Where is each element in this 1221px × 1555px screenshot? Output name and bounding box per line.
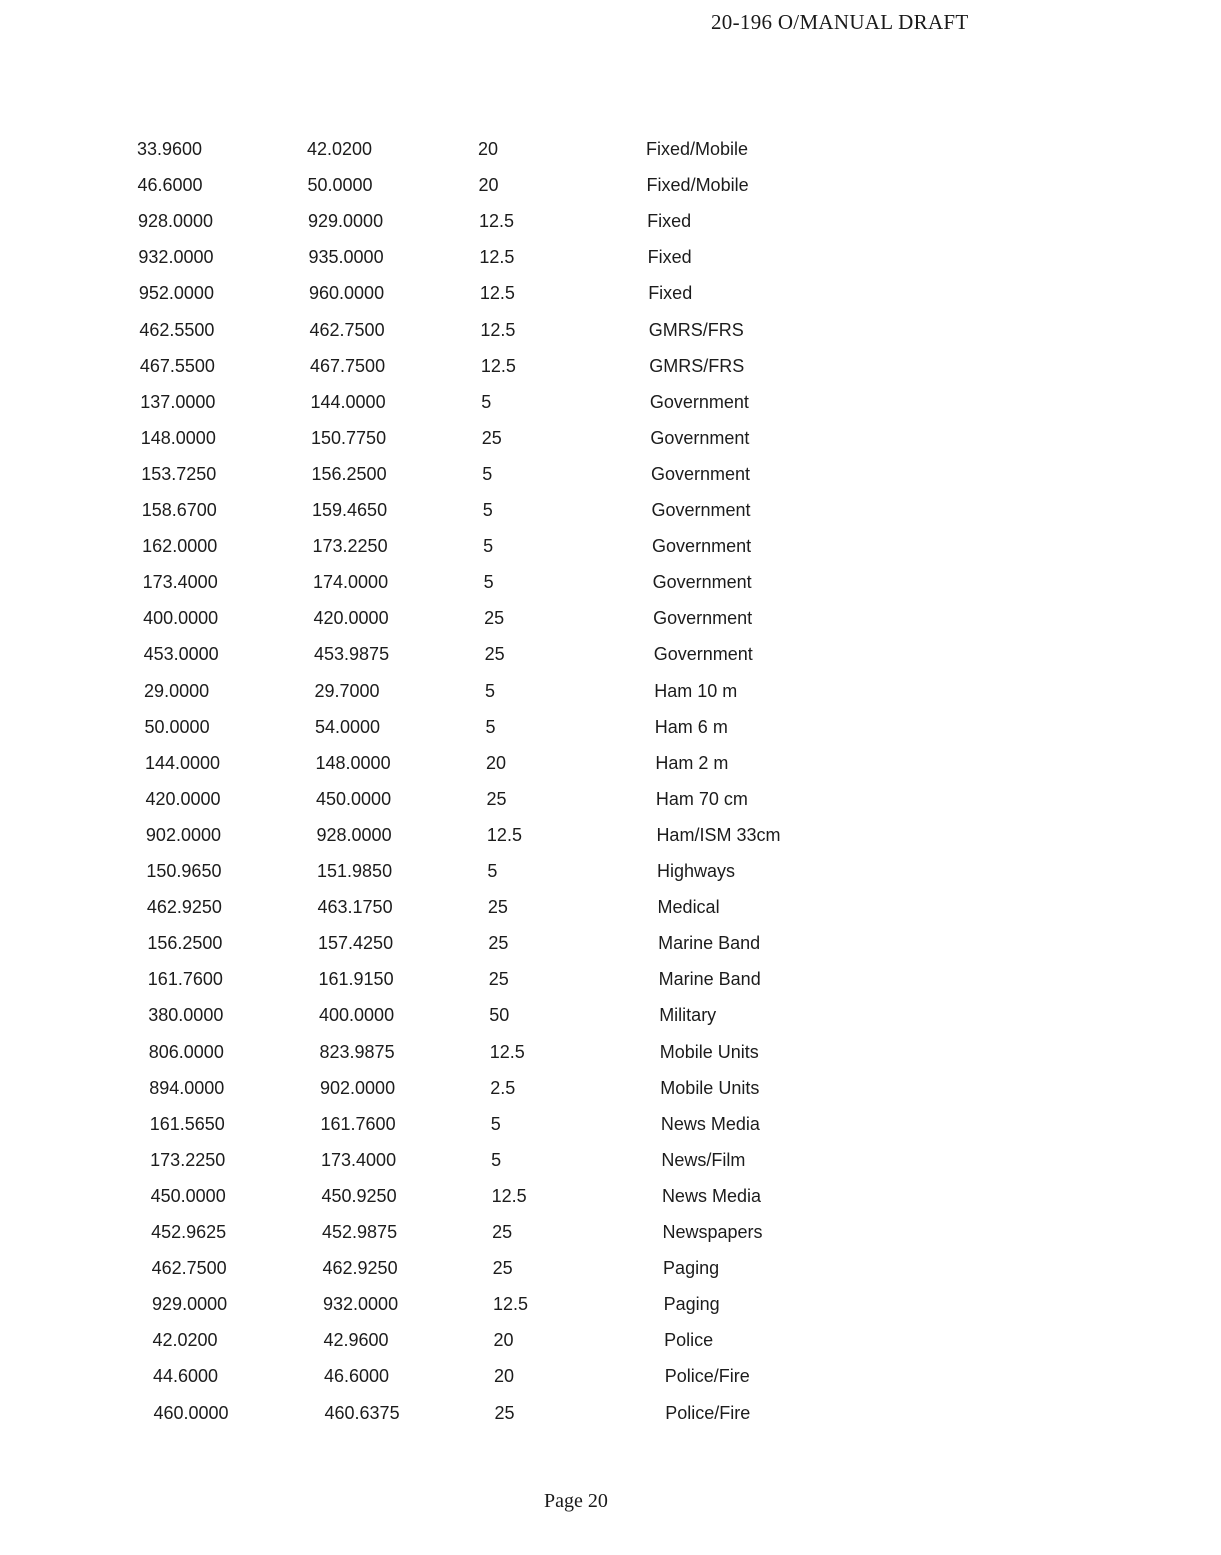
table-row	[0, 929, 1221, 957]
table-row	[0, 171, 1221, 199]
service-cell: Ham 70 cm	[655, 788, 748, 809]
end-frequency-cell: 42.0200	[307, 139, 373, 159]
service-cell: Police	[664, 1330, 714, 1351]
table-row	[0, 1001, 1221, 1029]
service-cell: News Media	[660, 1113, 760, 1134]
service-cell: GMRS/FRS	[648, 319, 744, 340]
channel-spacing-cell: 5	[483, 536, 494, 557]
table-row	[0, 1110, 1221, 1138]
end-frequency-cell: 929.0000	[308, 211, 384, 232]
channel-spacing-cell: 5	[487, 861, 498, 881]
channel-spacing-cell: 25	[484, 608, 505, 629]
start-frequency-cell: 462.9250	[146, 897, 222, 918]
end-frequency-cell: 42.9600	[323, 1330, 389, 1351]
service-cell: Ham 2 m	[655, 752, 729, 773]
channel-spacing-cell: 12.5	[479, 247, 515, 268]
end-frequency-cell: 54.0000	[315, 716, 381, 737]
table-row	[0, 243, 1221, 271]
service-cell: Fixed/Mobile	[646, 139, 749, 159]
channel-spacing-cell: 5	[483, 572, 494, 593]
service-cell: Government	[651, 500, 751, 520]
channel-spacing-cell: 12.5	[480, 319, 516, 340]
channel-spacing-cell: 25	[492, 1222, 513, 1242]
end-frequency-cell: 157.4250	[318, 933, 394, 954]
service-cell: Government	[653, 608, 753, 629]
start-frequency-cell: 929.0000	[152, 1294, 228, 1315]
end-frequency-cell: 467.7500	[310, 355, 386, 376]
end-frequency-cell: 902.0000	[320, 1077, 396, 1098]
start-frequency-cell: 156.2500	[147, 933, 223, 954]
table-row	[0, 1038, 1221, 1066]
end-frequency-cell: 161.7600	[320, 1113, 396, 1134]
table-row	[0, 388, 1221, 416]
end-frequency-cell: 462.9250	[322, 1258, 398, 1279]
table-row	[0, 640, 1221, 668]
service-cell: Paging	[663, 1294, 720, 1315]
end-frequency-cell: 400.0000	[319, 1005, 395, 1026]
service-cell: Newspapers	[662, 1222, 763, 1242]
channel-spacing-cell: 25	[492, 1258, 513, 1279]
channel-spacing-cell: 25	[488, 933, 509, 954]
page-number: Page 20	[544, 1490, 608, 1512]
start-frequency-cell: 161.5650	[149, 1113, 225, 1134]
start-frequency-cell: 153.7250	[141, 463, 217, 484]
end-frequency-cell: 173.2250	[312, 536, 388, 557]
start-frequency-cell: 29.0000	[144, 680, 210, 701]
service-cell: Mobile Units	[659, 1041, 759, 1062]
end-frequency-cell: 173.4000	[321, 1149, 397, 1170]
page-header: 20-196 O/MANUAL DRAFT	[711, 10, 969, 34]
table-row	[0, 965, 1221, 993]
channel-spacing-cell: 25	[484, 644, 505, 665]
table-row	[0, 352, 1221, 380]
channel-spacing-cell: 12.5	[493, 1294, 529, 1315]
channel-spacing-cell: 5	[485, 680, 496, 701]
channel-spacing-cell: 5	[482, 500, 493, 520]
channel-spacing-cell: 12.5	[479, 283, 515, 304]
service-cell: Government	[650, 427, 750, 448]
start-frequency-cell: 400.0000	[143, 608, 219, 629]
service-cell: News Media	[661, 1185, 761, 1206]
table-row	[0, 496, 1221, 524]
end-frequency-cell: 159.4650	[312, 500, 388, 520]
table-row	[0, 857, 1221, 885]
end-frequency-cell: 960.0000	[309, 283, 385, 304]
service-cell: Government	[653, 644, 753, 665]
start-frequency-cell: 462.5500	[139, 319, 215, 340]
service-cell: Ham 6 m	[654, 716, 728, 737]
service-cell: Marine Band	[658, 933, 761, 954]
start-frequency-cell: 420.0000	[145, 788, 221, 809]
start-frequency-cell: 952.0000	[138, 283, 214, 304]
start-frequency-cell: 453.0000	[143, 644, 219, 665]
service-cell: Paging	[663, 1258, 720, 1279]
table-row	[0, 604, 1221, 632]
start-frequency-cell: 46.6000	[137, 175, 203, 196]
table-row	[0, 1182, 1221, 1210]
channel-spacing-cell: 20	[493, 1366, 514, 1387]
table-row	[0, 1218, 1221, 1246]
end-frequency-cell: 174.0000	[313, 572, 389, 593]
start-frequency-cell: 462.7500	[151, 1258, 227, 1279]
start-frequency-cell: 932.0000	[138, 247, 214, 268]
service-cell: Marine Band	[658, 969, 761, 990]
table-row	[0, 207, 1221, 235]
channel-spacing-cell: 12.5	[480, 355, 516, 376]
end-frequency-cell: 823.9875	[319, 1041, 395, 1062]
start-frequency-cell: 144.0000	[144, 752, 221, 773]
end-frequency-cell: 453.9875	[314, 644, 390, 665]
service-cell: News/Film	[661, 1149, 746, 1170]
start-frequency-cell: 161.7600	[147, 969, 223, 990]
end-frequency-cell: 150.7750	[311, 427, 387, 448]
table-row	[0, 1254, 1221, 1282]
service-cell: Government	[652, 536, 752, 557]
table-row	[0, 568, 1221, 596]
service-cell: Ham/ISM 33cm	[656, 824, 781, 845]
service-cell: Fixed/Mobile	[646, 175, 749, 196]
service-cell: Medical	[657, 897, 720, 918]
channel-spacing-cell: 20	[493, 1330, 514, 1351]
channel-spacing-cell: 25	[486, 788, 507, 809]
channel-spacing-cell: 25	[487, 897, 508, 918]
start-frequency-cell: 42.0200	[152, 1330, 218, 1351]
channel-spacing-cell: 5	[485, 716, 496, 737]
service-cell: Fixed	[647, 211, 692, 232]
table-row	[0, 135, 1221, 163]
start-frequency-cell: 158.6700	[141, 500, 217, 520]
table-row	[0, 532, 1221, 560]
start-frequency-cell: 148.0000	[140, 427, 216, 448]
end-frequency-cell: 450.0000	[316, 788, 392, 809]
service-cell: Government	[652, 572, 752, 593]
end-frequency-cell: 932.0000	[323, 1294, 399, 1315]
end-frequency-cell: 450.9250	[321, 1185, 397, 1206]
channel-spacing-cell: 12.5	[486, 824, 522, 845]
channel-spacing-cell: 5	[482, 463, 493, 484]
end-frequency-cell: 463.1750	[317, 897, 393, 918]
table-row	[0, 1146, 1221, 1174]
service-cell: Military	[659, 1005, 717, 1026]
channel-spacing-cell: 5	[490, 1113, 501, 1134]
channel-spacing-cell: 12.5	[478, 211, 514, 232]
service-cell: Fixed	[647, 247, 692, 268]
channel-spacing-cell: 12.5	[491, 1185, 527, 1206]
service-cell: GMRS/FRS	[649, 355, 745, 376]
start-frequency-cell: 173.2250	[150, 1149, 226, 1170]
channel-spacing-cell: 20	[478, 139, 499, 159]
start-frequency-cell: 137.0000	[140, 391, 216, 412]
service-cell: Government	[649, 391, 749, 412]
table-row	[0, 893, 1221, 921]
service-cell: Highways	[657, 861, 736, 881]
end-frequency-cell: 46.6000	[324, 1366, 390, 1387]
start-frequency-cell: 467.5500	[139, 355, 215, 376]
table-row	[0, 749, 1221, 777]
service-cell: Mobile Units	[660, 1077, 760, 1098]
channel-spacing-cell: 25	[481, 427, 502, 448]
table-row	[0, 677, 1221, 705]
channel-spacing-cell: 12.5	[489, 1041, 525, 1062]
start-frequency-cell: 460.0000	[153, 1402, 229, 1423]
end-frequency-cell: 151.9850	[317, 861, 393, 881]
start-frequency-cell: 44.6000	[152, 1366, 219, 1387]
table-row	[0, 1074, 1221, 1102]
start-frequency-cell: 902.0000	[145, 824, 221, 845]
start-frequency-cell: 452.9625	[151, 1222, 227, 1242]
channel-spacing-cell: 5	[491, 1149, 502, 1170]
end-frequency-cell: 29.7000	[314, 680, 380, 701]
service-cell: Ham 10 m	[654, 680, 738, 701]
table-row	[0, 316, 1221, 344]
service-cell: Police/Fire	[665, 1402, 751, 1423]
end-frequency-cell: 462.7500	[309, 319, 385, 340]
end-frequency-cell: 156.2500	[311, 463, 387, 484]
service-cell: Government	[650, 463, 750, 484]
table-row	[0, 460, 1221, 488]
service-cell: Police/Fire	[664, 1366, 750, 1387]
end-frequency-cell: 460.6375	[324, 1402, 400, 1423]
start-frequency-cell: 450.0000	[150, 1185, 226, 1206]
end-frequency-cell: 161.9150	[318, 969, 394, 990]
start-frequency-cell: 150.9650	[146, 861, 222, 881]
service-cell: Fixed	[648, 283, 693, 304]
table-row	[0, 1326, 1221, 1354]
table-row	[0, 279, 1221, 307]
start-frequency-cell: 173.4000	[142, 572, 218, 593]
channel-spacing-cell: 25	[488, 969, 509, 990]
start-frequency-cell: 33.9600	[137, 139, 203, 159]
table-row	[0, 424, 1221, 452]
end-frequency-cell: 50.0000	[307, 175, 373, 196]
start-frequency-cell: 50.0000	[144, 716, 210, 737]
table-row	[0, 1290, 1221, 1318]
table-row	[0, 1362, 1221, 1390]
start-frequency-cell: 928.0000	[137, 211, 214, 232]
start-frequency-cell: 806.0000	[148, 1041, 224, 1062]
start-frequency-cell: 162.0000	[142, 536, 218, 557]
table-row	[0, 1399, 1221, 1427]
end-frequency-cell: 452.9875	[322, 1222, 398, 1242]
end-frequency-cell: 935.0000	[308, 247, 384, 268]
table-row	[0, 821, 1221, 849]
channel-spacing-cell: 2.5	[490, 1077, 516, 1098]
table-row	[0, 713, 1221, 741]
start-frequency-cell: 894.0000	[149, 1077, 225, 1098]
start-frequency-cell: 380.0000	[148, 1005, 224, 1026]
channel-spacing-cell: 20	[485, 752, 507, 773]
end-frequency-cell: 420.0000	[313, 608, 389, 629]
end-frequency-cell: 144.0000	[310, 391, 386, 412]
channel-spacing-cell: 20	[478, 175, 499, 196]
end-frequency-cell: 928.0000	[316, 824, 392, 845]
table-row	[0, 785, 1221, 813]
channel-spacing-cell: 5	[481, 391, 492, 412]
end-frequency-cell: 148.0000	[315, 752, 391, 773]
channel-spacing-cell: 50	[489, 1005, 510, 1026]
channel-spacing-cell: 25	[494, 1402, 515, 1423]
